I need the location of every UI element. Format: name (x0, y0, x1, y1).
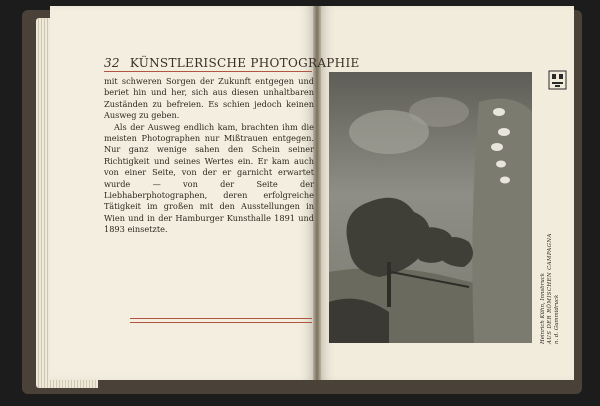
plate-photograph (329, 72, 532, 343)
caption-title: AUS DER RÖMISCHEN CAMPAGNA (547, 233, 553, 344)
caption-technique: n. d. Gummidruck (554, 294, 560, 344)
library-stamp-icon (548, 70, 567, 90)
paragraph-1: mit schweren Sorgen der Zukunft entgegen und beriet hin und her, sich aus diesen unhaltbaren Zuständen zu befreien. Es schien jedoch keinen Ausweg zu geben. (104, 76, 314, 121)
paragraph-2: Als der Ausweg endlich kam, brachten ihm die meisten Photographen nur Mißtrauen entgegen. Nur ganz wenige sahen den Schein seiner Richtigkeit und seines Wertes ein. Er kam auch von einer Seite, von der er garnicht erwartet wurde — von der Seite der Liebhaberphotographen, deren erfolgreiche Tätigkeit im großen mit den Ausstellungen in Wien und in der Hamburger Kunsthalle 1891 und 1893 einsetzte. (104, 121, 314, 235)
footer-rule-bottom (130, 322, 312, 323)
header-title: KÜNSTLERISCHE PHOTOGRAPHIE (129, 56, 360, 70)
plate-caption (540, 233, 561, 344)
page-number: 32 (104, 56, 120, 70)
running-header (104, 56, 360, 70)
body-text (104, 76, 314, 236)
caption-artist: Heinrich Kühn, Innsbruck (540, 273, 546, 344)
footer-rule-top (130, 318, 312, 319)
header-rule (104, 71, 312, 72)
